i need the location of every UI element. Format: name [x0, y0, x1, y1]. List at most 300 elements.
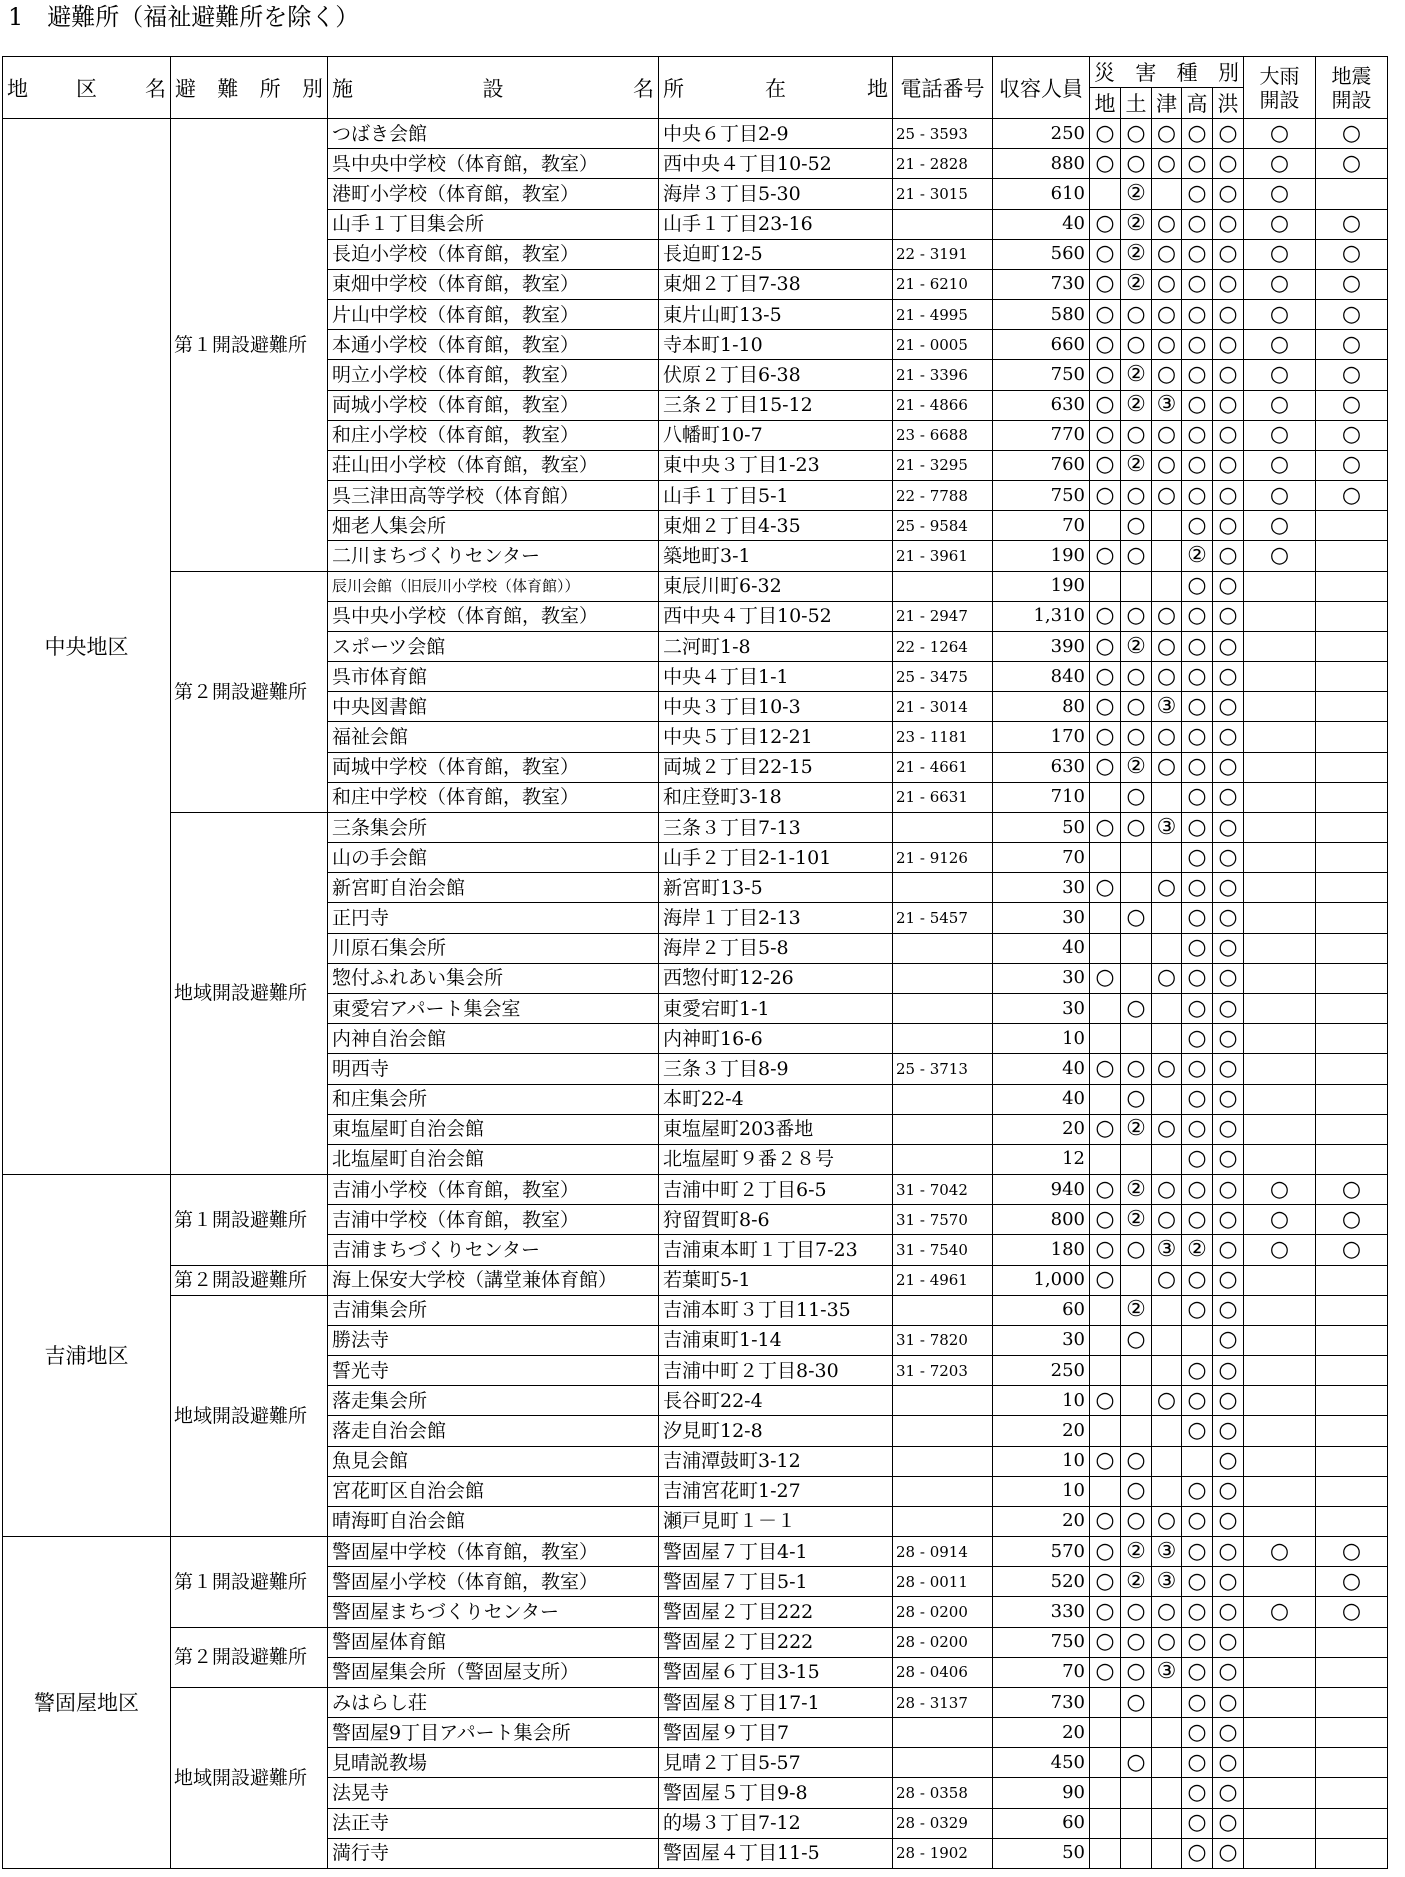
- disaster-mark: ○: [1213, 1537, 1244, 1567]
- disaster-mark: ○: [1152, 1054, 1182, 1084]
- header-disaster-char: 別: [1217, 61, 1239, 85]
- disaster-mark: [1152, 903, 1182, 933]
- disaster-mark: ○: [1213, 752, 1244, 782]
- facility-phone: [893, 1506, 993, 1536]
- disaster-mark: [1316, 1506, 1388, 1536]
- header-category-char: 別: [301, 76, 323, 101]
- facility-address: 新宮町13-5: [659, 873, 893, 903]
- facility-name: 福祉会館: [328, 722, 659, 752]
- facility-capacity: 10: [993, 1024, 1090, 1054]
- disaster-mark: ○: [1182, 782, 1213, 812]
- disaster-mark: ②: [1121, 631, 1152, 661]
- disaster-mark: ○: [1316, 1205, 1388, 1235]
- facility-name: 本通小学校（体育館，教室）: [328, 330, 659, 360]
- disaster-mark: ○: [1244, 450, 1316, 480]
- disaster-mark: ○: [1152, 239, 1182, 269]
- disaster-mark: ○: [1090, 1446, 1121, 1476]
- facility-phone: [893, 1748, 993, 1778]
- facility-address: 中央４丁目1-1: [659, 662, 893, 692]
- disaster-mark: ○: [1213, 1597, 1244, 1627]
- disaster-mark: ○: [1244, 390, 1316, 420]
- disaster-mark: ○: [1121, 300, 1152, 330]
- disaster-mark: [1152, 1687, 1182, 1717]
- disaster-mark: ○: [1152, 420, 1182, 450]
- disaster-mark: [1244, 1325, 1316, 1355]
- disaster-mark: [1316, 571, 1388, 601]
- header-heavy-rain-line: 開設: [1259, 87, 1300, 112]
- table-row: [3, 1687, 1388, 1717]
- disaster-mark: [1244, 722, 1316, 752]
- disaster-mark: [1316, 1356, 1388, 1386]
- facility-name: 落走自治会館: [328, 1416, 659, 1446]
- disaster-mark: ○: [1182, 1386, 1213, 1416]
- disaster-mark: [1090, 1687, 1121, 1717]
- disaster-mark: ②: [1121, 390, 1152, 420]
- disaster-mark: [1244, 1054, 1316, 1084]
- disaster-mark: ○: [1213, 1175, 1244, 1205]
- disaster-mark: ○: [1090, 601, 1121, 631]
- disaster-mark: ○: [1182, 1416, 1213, 1446]
- facility-address: 海岸１丁目2-13: [659, 903, 893, 933]
- disaster-mark: ○: [1182, 1808, 1213, 1838]
- disaster-mark: [1316, 631, 1388, 661]
- header-disaster-type: 地: [1090, 88, 1121, 119]
- facility-address: 警固屋９丁目7: [659, 1718, 893, 1748]
- disaster-mark: ○: [1182, 1748, 1213, 1778]
- disaster-mark: ○: [1213, 481, 1244, 511]
- disaster-mark: ②: [1121, 1205, 1152, 1235]
- disaster-mark: [1121, 1024, 1152, 1054]
- facility-name: 辰川会館（旧辰川小学校（体育館））: [328, 571, 659, 601]
- disaster-mark: ○: [1182, 993, 1213, 1023]
- facility-capacity: 50: [993, 812, 1090, 842]
- facility-name: 和庄集会所: [328, 1084, 659, 1114]
- disaster-mark: ○: [1213, 631, 1244, 661]
- disaster-mark: ②: [1121, 239, 1152, 269]
- facility-address: 吉浦中町２丁目8-30: [659, 1356, 893, 1386]
- facility-phone: 21 - 4661: [893, 752, 993, 782]
- disaster-mark: [1152, 1476, 1182, 1506]
- disaster-mark: ○: [1090, 209, 1121, 239]
- disaster-mark: [1244, 1627, 1316, 1657]
- disaster-mark: ○: [1152, 360, 1182, 390]
- disaster-mark: ○: [1090, 1265, 1121, 1295]
- disaster-mark: [1152, 1084, 1182, 1114]
- facility-address: 三条３丁目8-9: [659, 1054, 893, 1084]
- facility-capacity: 520: [993, 1567, 1090, 1597]
- facility-address: 三条３丁目7-13: [659, 812, 893, 842]
- disaster-mark: [1152, 1144, 1182, 1174]
- facility-address: 警固屋２丁目222: [659, 1597, 893, 1627]
- disaster-mark: ○: [1316, 300, 1388, 330]
- shelter-category: 地域開設避難所: [171, 1687, 328, 1868]
- disaster-mark: ○: [1182, 119, 1213, 149]
- facility-phone: 23 - 6688: [893, 420, 993, 450]
- table-row: [3, 571, 1388, 601]
- disaster-mark: ○: [1213, 1627, 1244, 1657]
- disaster-mark: ○: [1244, 1175, 1316, 1205]
- disaster-mark: ○: [1213, 1295, 1244, 1325]
- header-category-char: 避: [175, 76, 196, 101]
- disaster-mark: [1316, 1416, 1388, 1446]
- facility-capacity: 190: [993, 541, 1090, 571]
- facility-capacity: 30: [993, 1325, 1090, 1355]
- disaster-mark: ○: [1090, 1597, 1121, 1627]
- disaster-mark: ○: [1152, 873, 1182, 903]
- header-district-char: 区: [76, 76, 97, 101]
- disaster-mark: ○: [1121, 1506, 1152, 1536]
- disaster-mark: ○: [1090, 239, 1121, 269]
- disaster-mark: [1152, 1748, 1182, 1778]
- disaster-mark: [1316, 1657, 1388, 1687]
- facility-address: 東中央３丁目1-23: [659, 450, 893, 480]
- disaster-mark: [1152, 1778, 1182, 1808]
- disaster-mark: [1244, 1687, 1316, 1717]
- disaster-mark: ○: [1182, 209, 1213, 239]
- disaster-mark: ○: [1152, 209, 1182, 239]
- disaster-mark: ○: [1121, 722, 1152, 752]
- facility-address: 吉浦東本町１丁目7-23: [659, 1235, 893, 1265]
- disaster-mark: ○: [1213, 209, 1244, 239]
- header-category: [171, 57, 328, 119]
- facility-name: 正円寺: [328, 903, 659, 933]
- facility-name: 呉三津田高等学校（体育館）: [328, 481, 659, 511]
- header-facility-char: 名: [633, 76, 654, 101]
- header-disaster-type: 津: [1152, 88, 1182, 119]
- facility-name: 荘山田小学校（体育館，教室）: [328, 450, 659, 480]
- disaster-mark: ○: [1213, 1567, 1244, 1597]
- header-phone: 電話番号: [893, 57, 993, 119]
- disaster-mark: [1316, 1114, 1388, 1144]
- disaster-mark: ○: [1152, 662, 1182, 692]
- facility-phone: 28 - 0914: [893, 1537, 993, 1567]
- header-district-char: 地: [7, 76, 28, 101]
- disaster-mark: [1316, 601, 1388, 631]
- disaster-mark: ○: [1121, 1597, 1152, 1627]
- facility-phone: 21 - 3014: [893, 692, 993, 722]
- disaster-mark: ○: [1213, 782, 1244, 812]
- disaster-mark: ○: [1244, 1597, 1316, 1627]
- disaster-mark: [1316, 1386, 1388, 1416]
- facility-capacity: 750: [993, 481, 1090, 511]
- disaster-mark: ○: [1244, 179, 1316, 209]
- facility-phone: 28 - 0406: [893, 1657, 993, 1687]
- disaster-mark: ○: [1090, 1567, 1121, 1597]
- facility-name: 海上保安大学校（講堂兼体育館）: [328, 1265, 659, 1295]
- disaster-mark: ○: [1090, 420, 1121, 450]
- disaster-mark: ○: [1152, 300, 1182, 330]
- facility-phone: 21 - 9126: [893, 843, 993, 873]
- disaster-mark: [1121, 1718, 1152, 1748]
- facility-capacity: 610: [993, 179, 1090, 209]
- disaster-mark: [1244, 1416, 1316, 1446]
- facility-name: 魚見会館: [328, 1446, 659, 1476]
- disaster-mark: [1090, 1748, 1121, 1778]
- facility-name: 両城中学校（体育館，教室）: [328, 752, 659, 782]
- disaster-mark: ○: [1316, 1567, 1388, 1597]
- facility-name: 吉浦集会所: [328, 1295, 659, 1325]
- disaster-mark: ○: [1121, 601, 1152, 631]
- disaster-mark: ○: [1121, 511, 1152, 541]
- disaster-mark: ○: [1213, 1748, 1244, 1778]
- disaster-mark: ○: [1316, 269, 1388, 299]
- disaster-mark: ○: [1244, 330, 1316, 360]
- disaster-mark: ②: [1121, 1537, 1152, 1567]
- disaster-mark: ②: [1121, 450, 1152, 480]
- disaster-mark: ○: [1121, 420, 1152, 450]
- disaster-mark: ○: [1090, 300, 1121, 330]
- disaster-mark: ○: [1121, 692, 1152, 722]
- disaster-mark: ○: [1182, 1024, 1213, 1054]
- disaster-mark: [1244, 692, 1316, 722]
- disaster-mark: [1316, 1084, 1388, 1114]
- facility-name: 警固屋小学校（体育館，教室）: [328, 1567, 659, 1597]
- facility-capacity: 730: [993, 1687, 1090, 1717]
- disaster-mark: ○: [1213, 662, 1244, 692]
- disaster-mark: [1090, 179, 1121, 209]
- disaster-mark: ○: [1316, 450, 1388, 480]
- disaster-mark: ○: [1213, 1114, 1244, 1144]
- disaster-mark: ○: [1182, 752, 1213, 782]
- disaster-mark: ○: [1090, 481, 1121, 511]
- facility-name: 呉中央小学校（体育館，教室）: [328, 601, 659, 631]
- disaster-mark: ○: [1316, 1235, 1388, 1265]
- header-facility-char: 設: [482, 76, 504, 101]
- disaster-mark: ○: [1213, 1778, 1244, 1808]
- facility-address: 吉浦宮花町1-27: [659, 1476, 893, 1506]
- facility-capacity: 630: [993, 390, 1090, 420]
- disaster-mark: ○: [1213, 1506, 1244, 1536]
- disaster-mark: ②: [1182, 1235, 1213, 1265]
- header-disaster: [1090, 57, 1244, 88]
- facility-name: 北塩屋町自治会館: [328, 1144, 659, 1174]
- facility-capacity: 20: [993, 1718, 1090, 1748]
- disaster-mark: [1316, 1718, 1388, 1748]
- disaster-mark: ○: [1152, 149, 1182, 179]
- facility-phone: 21 - 5457: [893, 903, 993, 933]
- facility-name: 明西寺: [328, 1054, 659, 1084]
- disaster-mark: [1316, 843, 1388, 873]
- disaster-mark: [1316, 1748, 1388, 1778]
- facility-name: 呉市体育館: [328, 662, 659, 692]
- facility-name: 晴海町自治会館: [328, 1506, 659, 1536]
- disaster-mark: ○: [1121, 330, 1152, 360]
- disaster-mark: ○: [1182, 662, 1213, 692]
- header-disaster-type: 土: [1121, 88, 1152, 119]
- header-heavy-rain: [1244, 57, 1316, 119]
- disaster-mark: ○: [1121, 481, 1152, 511]
- facility-address: 西惣付町12-26: [659, 963, 893, 993]
- disaster-mark: [1244, 1808, 1316, 1838]
- disaster-mark: [1316, 782, 1388, 812]
- facility-name: 東塩屋町自治会館: [328, 1114, 659, 1144]
- facility-capacity: 70: [993, 511, 1090, 541]
- header-disaster-type: 高: [1182, 88, 1213, 119]
- disaster-mark: ○: [1244, 511, 1316, 541]
- facility-phone: [893, 1024, 993, 1054]
- facility-capacity: 30: [993, 903, 1090, 933]
- header-district-char: 名: [145, 76, 166, 101]
- facility-phone: 25 - 3593: [893, 119, 993, 149]
- disaster-mark: ○: [1182, 511, 1213, 541]
- disaster-mark: ○: [1213, 1265, 1244, 1295]
- disaster-mark: [1316, 1446, 1388, 1476]
- facility-capacity: 840: [993, 662, 1090, 692]
- disaster-mark: ○: [1213, 330, 1244, 360]
- disaster-mark: ○: [1090, 752, 1121, 782]
- disaster-mark: ○: [1182, 330, 1213, 360]
- disaster-mark: [1244, 903, 1316, 933]
- disaster-mark: [1316, 873, 1388, 903]
- disaster-mark: [1316, 722, 1388, 752]
- disaster-mark: ○: [1213, 360, 1244, 390]
- disaster-mark: ○: [1182, 1054, 1213, 1084]
- facility-capacity: 800: [993, 1205, 1090, 1235]
- disaster-mark: ○: [1213, 1024, 1244, 1054]
- disaster-mark: [1244, 1748, 1316, 1778]
- disaster-mark: ○: [1121, 1476, 1152, 1506]
- disaster-mark: [1316, 1144, 1388, 1174]
- disaster-mark: ○: [1182, 1114, 1213, 1144]
- facility-address: 本町22-4: [659, 1084, 893, 1114]
- facility-phone: 21 - 3015: [893, 179, 993, 209]
- facility-name: 両城小学校（体育館，教室）: [328, 390, 659, 420]
- facility-name: 和庄中学校（体育館，教室）: [328, 782, 659, 812]
- disaster-mark: ○: [1182, 692, 1213, 722]
- facility-address: 両城２丁目22-15: [659, 752, 893, 782]
- disaster-mark: ③: [1152, 812, 1182, 842]
- disaster-mark: ○: [1213, 1205, 1244, 1235]
- disaster-mark: ○: [1213, 571, 1244, 601]
- disaster-mark: ○: [1090, 1205, 1121, 1235]
- header-capacity: 収容人員: [993, 57, 1090, 119]
- facility-capacity: 180: [993, 1235, 1090, 1265]
- disaster-mark: [1244, 1506, 1316, 1536]
- facility-phone: [893, 1446, 993, 1476]
- disaster-mark: [1244, 933, 1316, 963]
- facility-phone: [893, 812, 993, 842]
- disaster-mark: ○: [1244, 481, 1316, 511]
- facility-phone: [893, 1114, 993, 1144]
- facility-name: 警固屋体育館: [328, 1627, 659, 1657]
- facility-phone: [893, 209, 993, 239]
- facility-name: みはらし荘: [328, 1687, 659, 1717]
- disaster-mark: ○: [1182, 1687, 1213, 1717]
- disaster-mark: ○: [1316, 330, 1388, 360]
- disaster-mark: ○: [1213, 903, 1244, 933]
- disaster-mark: [1152, 511, 1182, 541]
- disaster-mark: ○: [1213, 1718, 1244, 1748]
- facility-name: 法正寺: [328, 1808, 659, 1838]
- disaster-mark: ○: [1090, 390, 1121, 420]
- disaster-mark: [1244, 752, 1316, 782]
- facility-address: 中央３丁目10-3: [659, 692, 893, 722]
- facility-name: 片山中学校（体育館，教室）: [328, 300, 659, 330]
- disaster-mark: [1244, 1084, 1316, 1114]
- disaster-mark: ○: [1121, 812, 1152, 842]
- disaster-mark: [1244, 601, 1316, 631]
- facility-phone: [893, 1295, 993, 1325]
- facility-address: 吉浦東町1-14: [659, 1325, 893, 1355]
- disaster-mark: [1152, 843, 1182, 873]
- facility-address: 北塩屋町９番２８号: [659, 1144, 893, 1174]
- disaster-mark: ③: [1152, 1235, 1182, 1265]
- facility-capacity: 30: [993, 993, 1090, 1023]
- disaster-mark: ③: [1152, 1537, 1182, 1567]
- disaster-mark: [1121, 963, 1152, 993]
- disaster-mark: [1090, 1808, 1121, 1838]
- disaster-mark: ②: [1121, 1175, 1152, 1205]
- disaster-mark: ○: [1213, 300, 1244, 330]
- disaster-mark: ○: [1152, 752, 1182, 782]
- disaster-mark: [1244, 1476, 1316, 1506]
- disaster-mark: ○: [1121, 1446, 1152, 1476]
- disaster-mark: ○: [1090, 149, 1121, 179]
- facility-name: 港町小学校（体育館，教室）: [328, 179, 659, 209]
- disaster-mark: [1090, 1838, 1121, 1868]
- disaster-mark: [1244, 1718, 1316, 1748]
- disaster-mark: [1244, 1114, 1316, 1144]
- table-row: [3, 1537, 1388, 1567]
- disaster-mark: [1316, 1838, 1388, 1868]
- facility-capacity: 560: [993, 239, 1090, 269]
- disaster-mark: ○: [1182, 420, 1213, 450]
- disaster-mark: ○: [1152, 631, 1182, 661]
- facility-name: 勝法寺: [328, 1325, 659, 1355]
- disaster-mark: ○: [1152, 963, 1182, 993]
- disaster-mark: [1090, 571, 1121, 601]
- disaster-mark: [1090, 782, 1121, 812]
- header-category-char: 難: [217, 76, 239, 101]
- disaster-mark: ○: [1244, 209, 1316, 239]
- disaster-mark: ○: [1182, 963, 1213, 993]
- disaster-mark: ○: [1152, 1627, 1182, 1657]
- facility-capacity: 880: [993, 149, 1090, 179]
- disaster-mark: [1316, 933, 1388, 963]
- disaster-mark: ○: [1213, 541, 1244, 571]
- disaster-mark: ○: [1213, 993, 1244, 1023]
- facility-phone: 21 - 2947: [893, 601, 993, 631]
- disaster-mark: ○: [1182, 450, 1213, 480]
- facility-name: 二川まちづくりセンター: [328, 541, 659, 571]
- facility-address: 警固屋２丁目222: [659, 1627, 893, 1657]
- shelter-category: 第１開設避難所: [171, 1175, 328, 1266]
- disaster-mark: ○: [1244, 119, 1316, 149]
- disaster-mark: ○: [1213, 601, 1244, 631]
- disaster-mark: ○: [1244, 1537, 1316, 1567]
- disaster-mark: ○: [1121, 1687, 1152, 1717]
- disaster-mark: ○: [1182, 571, 1213, 601]
- facility-capacity: 570: [993, 1537, 1090, 1567]
- disaster-mark: [1316, 1778, 1388, 1808]
- facility-address: 内神町16-6: [659, 1024, 893, 1054]
- district-name: 吉浦地区: [3, 1175, 171, 1537]
- disaster-mark: [1152, 1024, 1182, 1054]
- disaster-mark: ○: [1213, 1476, 1244, 1506]
- facility-address: 中央５丁目12-21: [659, 722, 893, 752]
- disaster-mark: ○: [1090, 1537, 1121, 1567]
- header-earthquake-line: 地震: [1331, 63, 1372, 88]
- facility-capacity: 40: [993, 933, 1090, 963]
- disaster-mark: ○: [1090, 1506, 1121, 1536]
- disaster-mark: ②: [1121, 1567, 1152, 1597]
- disaster-mark: ○: [1121, 782, 1152, 812]
- disaster-mark: ○: [1244, 149, 1316, 179]
- facility-capacity: 80: [993, 692, 1090, 722]
- disaster-mark: ○: [1316, 360, 1388, 390]
- facility-name: 川原石集会所: [328, 933, 659, 963]
- disaster-mark: ○: [1182, 360, 1213, 390]
